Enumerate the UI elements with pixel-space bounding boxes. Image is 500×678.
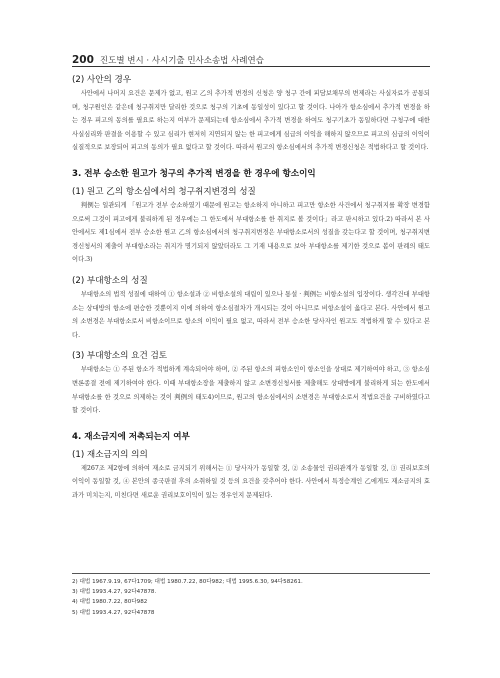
page-number: 200 <box>72 54 94 66</box>
section-title-3: 3. 전부 승소한 원고가 청구의 추가적 변경을 한 경우에 항소이익 <box>72 168 316 179</box>
section-heading-2-case: (2) 사안의 경우 <box>72 75 132 85</box>
footnote-3: 3) 대법 1993.4.27, 92다47878. <box>72 589 157 596</box>
footnote-4: 4) 대법 1980.7.22, 80다982 <box>72 599 148 606</box>
page-header <box>72 48 430 67</box>
section-heading-3-3: (3) 부대항소의 요건 검토 <box>72 351 168 362</box>
footnote-2: 2) 대법 1967.9.19, 67다1709; 대법 1980.7.22, 80다982; 대법 1995.6.30, 94다58261. <box>72 579 303 585</box>
paragraph-case-analysis: 사안에서 나머지 요건은 문제가 없고, 원고 乙의 추가적 변경의 신청은 양 청구 간에 피담보채무의 변제라는 사실자료가 공통되며, 청구원인은 같은데 청구취지만 달리한 것으로 청구의 기초에 동일성이 있다고 할 것이다. 나아가 항소심에서 추가적 변경을 하는 경우 피고의 동의를 필요로 하는지 여부가 문제되는데 항소심에서 추가적 변경을 하여도 청구기초가 동일하다면 구청구에 대한 사실심리와 판결을 이용할 수 있고 심리가 현저히 지연되지 않는 한 피고에게 심급의 이익을 해하지 않으므로 피고의 심급의 이익이 실질적으로 보장되어 피고의 동의가 필요 없다고 할 것이다. 따라서 원고의 항소심에서의 추가적 변경신청은 적법하다고 할 것이다. <box>72 90 430 152</box>
section-heading-3-1: (1) 원고 乙의 항소심에서의 청구취지변경의 성질 <box>72 186 256 197</box>
paragraph-3-1: 判例는 일관되게 「원고가 전부 승소하였기 때문에 원고는 항소하지 아니하고 피고만 항소한 사건에서 청구취지를 확장 변경함으로써 그것이 피고에게 불리하게 된 경우에는 그 한도에서 부대항소를 한 취지로 볼 것이다」라고 판시하고 있다.2) 따라서 본 사안에서도 제1심에서 전부 승소한 원고 乙의 항소심에서의 청구취지변경은 부대항소로서의 성질을 갖는다고 할 것이며, 청구취지변경신청서의 제출이 부대항소라는 취지가 명기되지 않았더라도 그 기재 내용으로 보아 부대항소를 제기한 것으로 봄이 판례의 태도이다.3) <box>72 201 430 264</box>
paragraph-3-2: 부대항소의 법적 성질에 대하여 ① 항소설과 ② 비항소설의 대립이 있으나 통설 · 判例는 비항소설의 입장이다. 생각건대 부대항소는 상대방의 항소에 편승한 것뿐이지 이에 의하여 항소심절차가 개시되는 것이 아니므로 비항소설이 옳다고 본다. 사안에서 원고의 소변경은 부대항소로서 비항소이므로 항소의 이익이 필요 없고, 따라서 전부 승소한 당사자인 원고도 적법하게 할 수 있다고 본다. <box>72 290 430 339</box>
paragraph-4-1: 제267조 제2항에 의하여 재소로 금지되기 위해서는 ① 당사자가 동일할 것, ② 소송물인 권리관계가 동일할 것, ③ 권리보호의 이익이 동일할 것, ④ 본안의 종국판결 후의 소취하일 것 등의 요건을 갖추어야 한다. 사안에서 특정승계인 乙에게도 재소금지의 효과가 미치는지, 미친다면 새로운 권리보호이익이 있는 경우인지 문제된다. <box>72 464 430 499</box>
footnotes <box>72 573 430 618</box>
page-body <box>72 74 430 502</box>
running-title: 진도별 변시 · 사시기출 민사소송법 사례연습 <box>99 56 264 66</box>
section-heading-3-2: (2) 부대항소의 성질 <box>72 275 148 286</box>
section-title-4: 4. 재소금지에 저촉되는지 여부 <box>72 431 190 442</box>
paragraph-3-3: 부대항소는 ① 주된 항소가 적법하게 계속되어야 하며, ② 주된 항소의 피항소인이 항소인을 상대로 제기하여야 하고, ③ 항소심 변론종결 전에 제기하여야 한다. 이때 부대항소장을 제출하지 않고 소변경신청서를 제출해도 상대방에게 불리하게 되는 한도에서 부대항소를 한 것으로 의제하는 것이 判例의 태도4)이므로, 원고의 항소심에서의 소변경은 부대항소로서 적법요건을 구비하였다고 할 것이다. <box>72 366 430 415</box>
footnote-5: 5) 대법 1993.4.27, 92다47878 <box>72 609 155 616</box>
section-heading-4-1: (1) 재소금지의 의의 <box>72 449 148 460</box>
